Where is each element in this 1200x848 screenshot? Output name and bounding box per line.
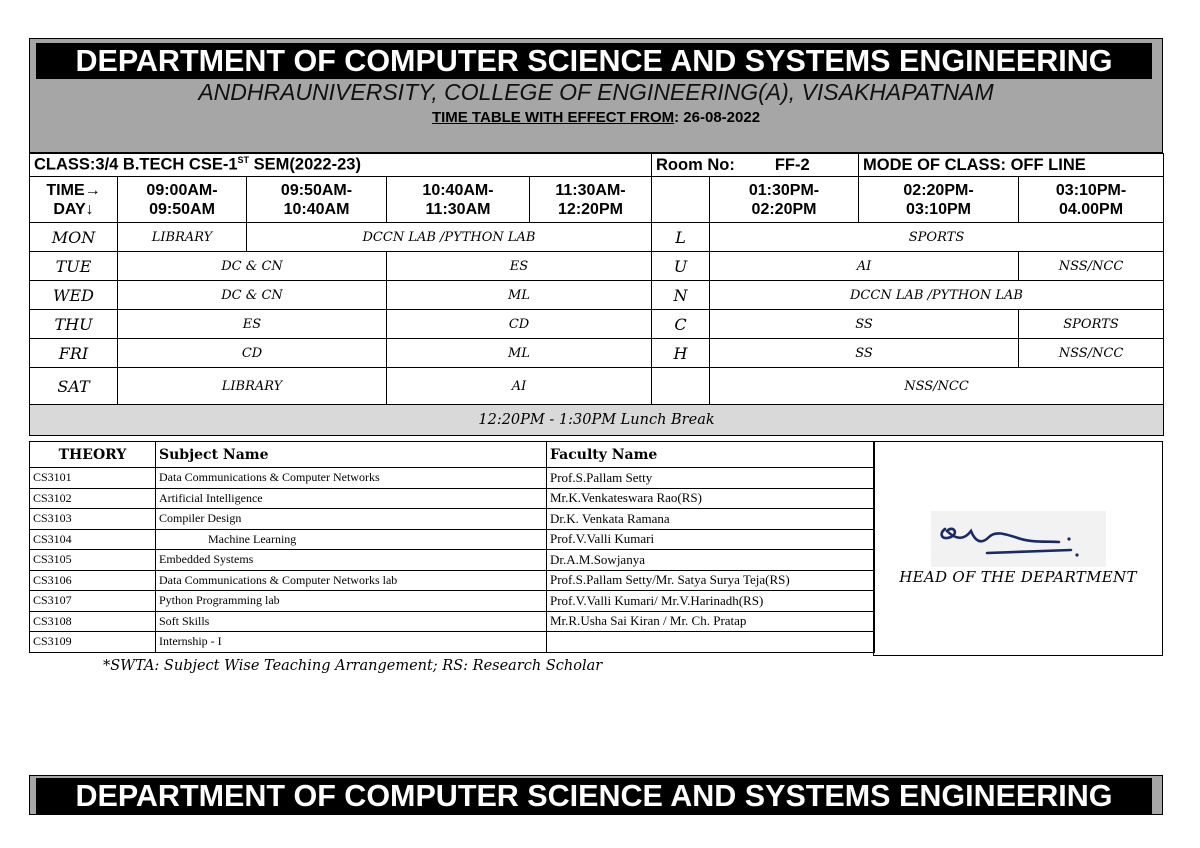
lunch-letter: H (652, 339, 710, 368)
subject-code: CS3101 (30, 468, 156, 489)
subject-name: Soft Skills (156, 611, 547, 632)
session-cell: ML (387, 339, 652, 368)
lunch-letter: L (652, 223, 710, 252)
subject-code: CS3109 (30, 632, 156, 653)
session-cell: SS (710, 310, 1019, 339)
subject-name: Data Communications & Computer Networks lab (156, 570, 547, 591)
session-cell: DCCN LAB /PYTHON LAB (710, 281, 1164, 310)
session-cell: NSS/NCC (1019, 339, 1164, 368)
department-title-repeat: DEPARTMENT OF COMPUTER SCIENCE AND SYSTEMS ENGINEERING (36, 778, 1152, 814)
session-cell: SPORTS (1019, 310, 1164, 339)
theory-header: THEORY (30, 442, 156, 468)
time-slot-5: 01:30PM- 02:20PM (710, 177, 859, 223)
faculty-name: Mr.K.Venkateswara Rao(RS) (547, 488, 875, 509)
day-row-sat (30, 368, 1164, 405)
subject-name: Data Communications & Computer Networks (156, 468, 547, 489)
time-slot-4: 11:30AM- 12:20PM (530, 177, 652, 223)
day-row-tue (30, 252, 1164, 281)
subject-name-header: Subject Name (156, 442, 547, 468)
faculty-name: Prof.V.Valli Kumari (547, 529, 875, 550)
session-cell: ES (118, 310, 387, 339)
effective-date-line (30, 108, 1162, 128)
lunch-letter: U (652, 252, 710, 281)
session-cell: CD (118, 339, 387, 368)
subject-code: CS3105 (30, 550, 156, 571)
subjects-table (29, 441, 875, 653)
subject-name: Internship - I (156, 632, 547, 653)
day-label: MON (30, 223, 118, 252)
room-value: FF-2 (774, 155, 810, 174)
room-info (652, 154, 859, 177)
session-cell: DC & CN (118, 281, 387, 310)
time-slot-2: 09:50AM- 10:40AM (247, 177, 387, 223)
timetable (29, 153, 1164, 436)
subject-code: CS3104 (30, 529, 156, 550)
signature-image (931, 511, 1106, 567)
time-slot-7: 03:10PM- 04.00PM (1019, 177, 1164, 223)
day-label: THU (30, 310, 118, 339)
class-info-row (30, 154, 1164, 177)
session-cell: LIBRARY (118, 223, 247, 252)
table-row (30, 529, 875, 550)
faculty-name-header: Faculty Name (547, 442, 875, 468)
faculty-name: Prof.S.Pallam Setty (547, 468, 875, 489)
subject-name: Compiler Design (156, 509, 547, 530)
subject-code: CS3106 (30, 570, 156, 591)
faculty-name: Dr.K. Venkata Ramana (547, 509, 875, 530)
time-header-row (30, 177, 1164, 223)
table-row (30, 468, 875, 489)
room-label: Room No: (656, 155, 735, 174)
table-row (30, 488, 875, 509)
lunch-break-row (30, 405, 1164, 436)
day-row-fri (30, 339, 1164, 368)
session-cell: NSS/NCC (710, 368, 1164, 405)
subject-code: CS3107 (30, 591, 156, 612)
faculty-name: Dr.A.M.Sowjanya (547, 550, 875, 571)
lunch-break-text: 12:20PM - 1:30PM Lunch Break (30, 405, 1164, 436)
faculty-name (547, 632, 875, 653)
session-cell: SS (710, 339, 1019, 368)
effective-label: TIME TABLE WITH EFFECT FROM (431, 109, 675, 126)
header-block (29, 38, 1163, 153)
table-row (30, 591, 875, 612)
class-info: CLASS:3/4 B.TECH CSE-1ST SEM(2022-23) (30, 154, 652, 177)
time-slot-3: 10:40AM- 11:30AM (387, 177, 530, 223)
university-name: ANDHRAUNIVERSITY, COLLEGE OF ENGINEERING(A), VISAKHAPATNAM (198, 79, 994, 105)
subject-code: CS3103 (30, 509, 156, 530)
lunch-letter: N (652, 281, 710, 310)
department-title: DEPARTMENT OF COMPUTER SCIENCE AND SYSTEMS ENGINEERING (36, 43, 1152, 79)
day-label: TUE (30, 252, 118, 281)
session-cell: CD (387, 310, 652, 339)
subject-code: CS3102 (30, 488, 156, 509)
signature-scribble-icon (931, 511, 1106, 567)
table-row (30, 509, 875, 530)
session-cell: AI (710, 252, 1019, 281)
session-cell: SPORTS (710, 223, 1164, 252)
faculty-name: Prof.S.Pallam Setty/Mr. Satya Surya Teja(RS) (547, 570, 875, 591)
subject-name: Artificial Intelligence (156, 488, 547, 509)
session-cell: AI (387, 368, 652, 405)
time-day-corner: TIME→ DAY↓ (30, 177, 118, 223)
time-slot-1: 09:00AM- 09:50AM (118, 177, 247, 223)
day-label: FRI (30, 339, 118, 368)
session-cell: ES (387, 252, 652, 281)
table-row (30, 611, 875, 632)
day-row-wed (30, 281, 1164, 310)
subject-code: CS3108 (30, 611, 156, 632)
effective-date: : 26-08-2022 (674, 109, 761, 126)
lunch-letter: C (652, 310, 710, 339)
session-cell: DC & CN (118, 252, 387, 281)
session-cell: DCCN LAB /PYTHON LAB (247, 223, 652, 252)
faculty-name: Mr.R.Usha Sai Kiran / Mr. Ch. Pratap (547, 611, 875, 632)
time-slot-6: 02:20PM- 03:10PM (859, 177, 1019, 223)
hod-label: HEAD OF THE DEPARTMENT (899, 568, 1137, 586)
day-row-thu (30, 310, 1164, 339)
session-cell: LIBRARY (118, 368, 387, 405)
footer-header-block (29, 775, 1163, 815)
subjects-header-row (30, 442, 875, 468)
table-row (30, 570, 875, 591)
lunch-slot-header (652, 177, 710, 223)
class-mode: MODE OF CLASS: OFF LINE (859, 154, 1164, 177)
subject-name: Embedded Systems (156, 550, 547, 571)
day-label: SAT (30, 368, 118, 405)
lunch-letter (652, 368, 710, 405)
day-label: WED (30, 281, 118, 310)
day-row-mon (30, 223, 1164, 252)
subject-name: Python Programming lab (156, 591, 547, 612)
session-cell: ML (387, 281, 652, 310)
table-row (30, 632, 875, 653)
table-row (30, 550, 875, 571)
session-cell: NSS/NCC (1019, 252, 1164, 281)
faculty-name: Prof.V.Valli Kumari/ Mr.V.Harinadh(RS) (547, 591, 875, 612)
hod-signature-box (873, 441, 1163, 656)
subject-name: Machine Learning (156, 529, 547, 550)
footnote: *SWTA: Subject Wise Teaching Arrangement; RS: Research Scholar (103, 658, 603, 674)
